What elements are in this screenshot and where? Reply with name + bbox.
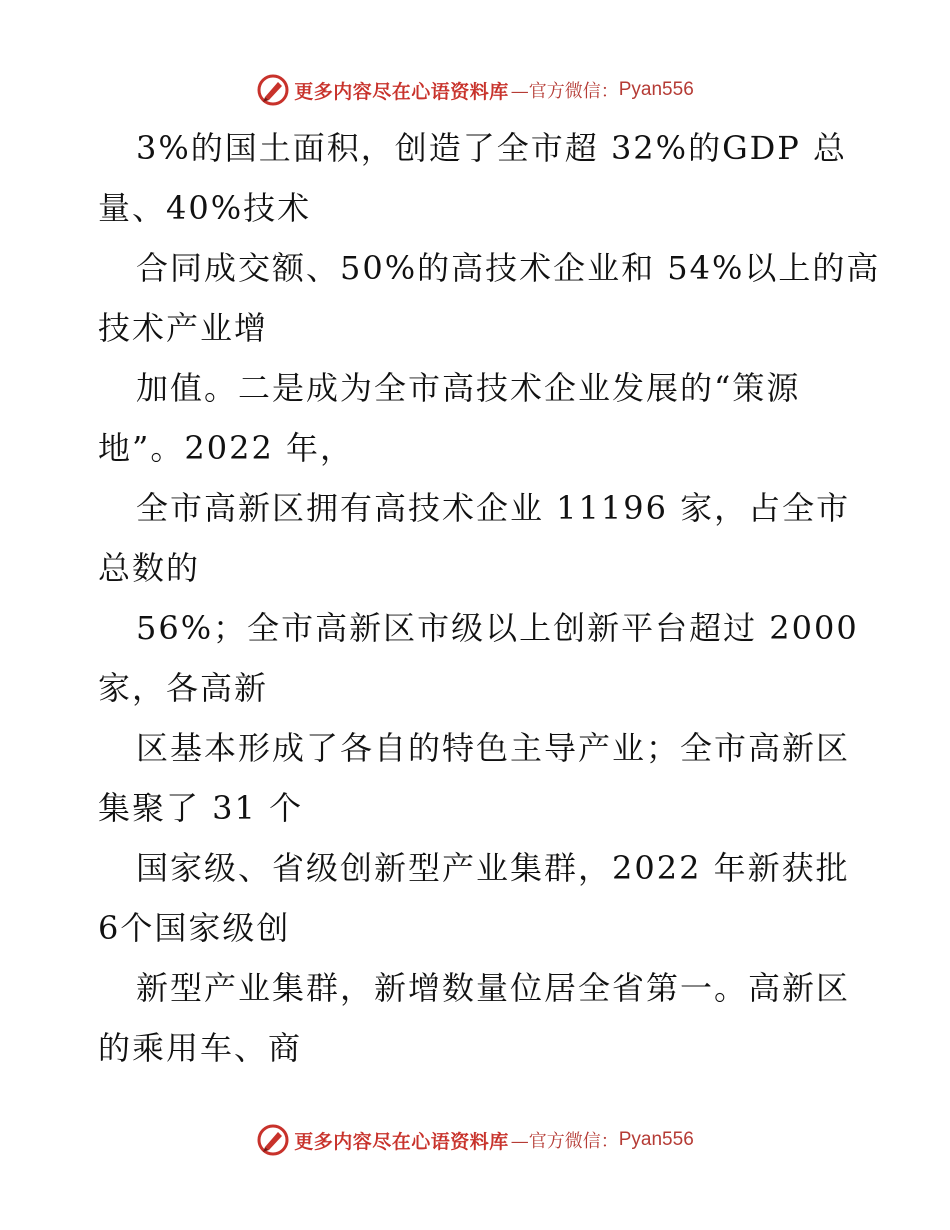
text-line: 总数的 [98, 549, 201, 587]
watermark-wechat-id: Pyan556 [618, 1129, 694, 1150]
pen-logo-icon [256, 73, 290, 107]
text-line: 地”。2022 年， [98, 429, 354, 467]
text-line: 技术产业增 [98, 309, 269, 347]
text-line: 国家级、省级创新型产业集群，2022 年新获批 [136, 849, 850, 887]
text-line: 新型产业集群，新增数量位居全省第一。高新区 [136, 969, 851, 1007]
watermark-wechat-id: Pyan556 [618, 79, 694, 100]
text-line: 量、40%技术 [98, 189, 312, 227]
text-line: 区基本形成了各自的特色主导产业；全市高新区 [136, 729, 851, 767]
text-line: 6个国家级创 [98, 909, 291, 947]
header-watermark [0, 70, 950, 110]
text-line: 合同成交额、50%的高技术企业和 54%以上的高 [136, 249, 881, 287]
watermark-text: 更多内容尽在心语资料库 [294, 1130, 509, 1153]
text-line: 集聚了 31 个 [98, 789, 304, 827]
text-line: 全市高新区拥有高技术企业 11196 家，占全市 [136, 489, 851, 527]
text-line: 3%的国土面积，创造了全市超 32%的GDP 总 [136, 129, 847, 167]
watermark-wechat-label: —官方微信： [510, 1131, 619, 1152]
text-line: 家，各高新 [98, 669, 269, 707]
text-line: 加值。二是成为全市高技术企业发展的“策源 [136, 369, 801, 407]
watermark-wechat-label: —官方微信： [510, 81, 619, 102]
pen-logo-icon [256, 1123, 290, 1157]
body-text [98, 118, 881, 1078]
text-line: 56%；全市高新区市级以上创新平台超过 2000 [136, 609, 859, 647]
footer-watermark [0, 1120, 950, 1160]
text-line: 的乘用车、商 [98, 1029, 303, 1067]
watermark-text: 更多内容尽在心语资料库 [294, 80, 509, 103]
